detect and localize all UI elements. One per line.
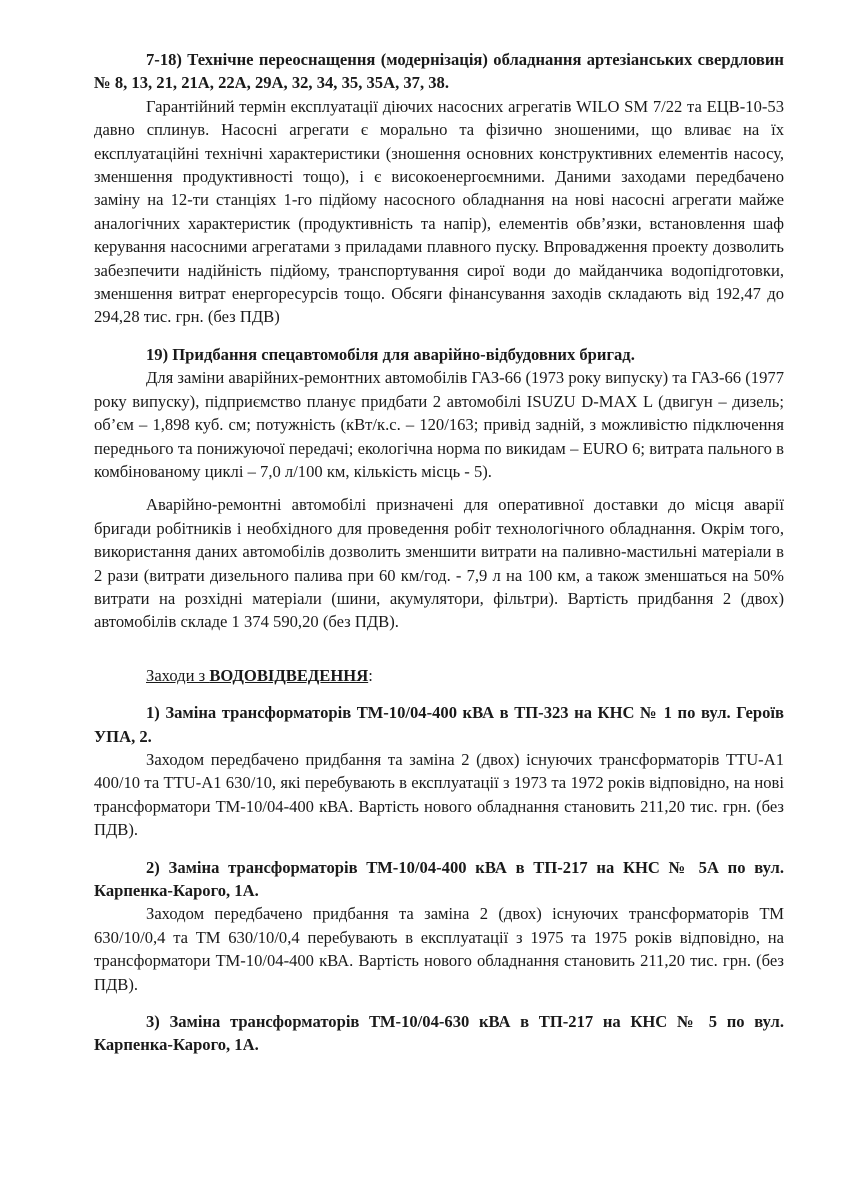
- item-paragraph: Гарантійний термін експлуатації діючих насосних агрегатів WILO SM 7/22 та ЕЦВ-10-53 давно сплинув. Насосні агрегати є морально та фізично зношеними, що вливає на їх експлуатаційні технічні характеристики (зношення основних конструктивних елементів насосу, зменшення продуктивності тощо), і є високоенергоємними. Даними заходами передбачено заміну на 12-ти станціях 1-го підйому насосного обладнання на нові насосні агрегати майже аналогічних характеристик (продуктивність та напір), елементів обв’язки, встановлення шаф керування насосними агрегатами з приладами плавного пуску. Впровадження проекту дозволить забезпечити надійність підйому, транспортування сирої води до майданчика водопідготовки, зменшення витрат енергоресурсів тощо. Обсяги фінансування заходів складають від 192,47 до 294,28 тис. грн. (без ПДВ): [94, 96, 784, 327]
- section-title-prefix: Заходи з: [146, 665, 210, 685]
- section-title-bold: ВОДОВІДВЕДЕННЯ: [209, 665, 369, 685]
- section-title-suffix: :: [368, 665, 373, 685]
- item-paragraph: Для заміни аварійних-ремонтних автомобілів ГАЗ-66 (1973 року випуску) та ГАЗ-66 (1977 року випуску), підприємство планує придбати 2 автомобілі ISUZU D-MAX L (двигун – дизель; об’єм – 1,898 куб. см; потужність (кВт/к.с. – 120/163; привід задній, з можливістю підключення переднього та понижуючої передачі; екологічна норма по викидам – EURO 6; витрата пального в комбінованому циклі – 7,0 л/100 км, кількість місць - 5).: [94, 368, 784, 481]
- section-item-heading-1: 1) Заміна трансформаторів ТМ-10/04-400 кВА в ТП-323 на КНС № 1 по вул. Героїв УПА, 2.: [94, 703, 784, 746]
- item-paragraph: Аварійно-ремонтні автомобілі призначені для оперативної доставки до місця аварії бригади робітників і необхідного для проведення робіт технологічного обладнання. Окрім того, використання даних автомобілів дозволить зменшити витрати на паливно-мастильні матеріали в 2 рази (витрати дизельного палива при 60 км/год. - 7,9 л на 100 км, а також зменшаться на 50% витрати на розхідні матеріали (шини, акумулятори, фільтри). Вартість придбання 2 (двох) автомобілів складе 1 374 590,20 (без ПДВ).: [94, 495, 784, 632]
- section-item-heading-3: 3) Заміна трансформаторів ТМ-10/04-630 кВА в ТП-217 на КНС № 5 по вул. Карпенка-Карого, 1А.: [94, 1012, 784, 1055]
- section-item-text-1: Заходом передбачено придбання та заміна 2 (двох) існуючих трансформаторів TTU-A1 400/10 та TTU-A1 630/10, які перебувають в експлуатації з 1973 та 1972 років відповідно, на нові трансформатори ТМ-10/04-400 кВА. Вартість нового обладнання становить 211,20 тис. грн. (без ПДВ).: [94, 749, 784, 840]
- item-heading-19: 19) Придбання спецавтомобіля для аварійно-відбудовних бригад.: [146, 344, 635, 364]
- section-item-text-2: Заходом передбачено придбання та заміна 2 (двох) існуючих трансформаторів ТМ 630/10/0,4 та ТМ 630/10/0,4 перебувають в експлуатації з 1975 та 1975 років відповідно, на трансформатори ТМ-10/04-400 кВА. Вартість нового обладнання становить 211,20 тис. грн. (без ПДВ).: [94, 904, 784, 994]
- section-item-heading-2: 2) Заміна трансформаторів ТМ-10/04-400 кВА в ТП-217 на КНС № 5А по вул. Карпенка-Карого, 1А.: [94, 857, 784, 900]
- document-page: [94, 48, 784, 1057]
- section-title: [146, 664, 784, 687]
- item-heading-7-18: 7-18) Технічне переоснащення (модернізація) обладнання артезіанських свердловин № 8, 13, 21, 21А, 22А, 29А, 32, 34, 35, 35А, 37, 38.: [94, 50, 784, 93]
